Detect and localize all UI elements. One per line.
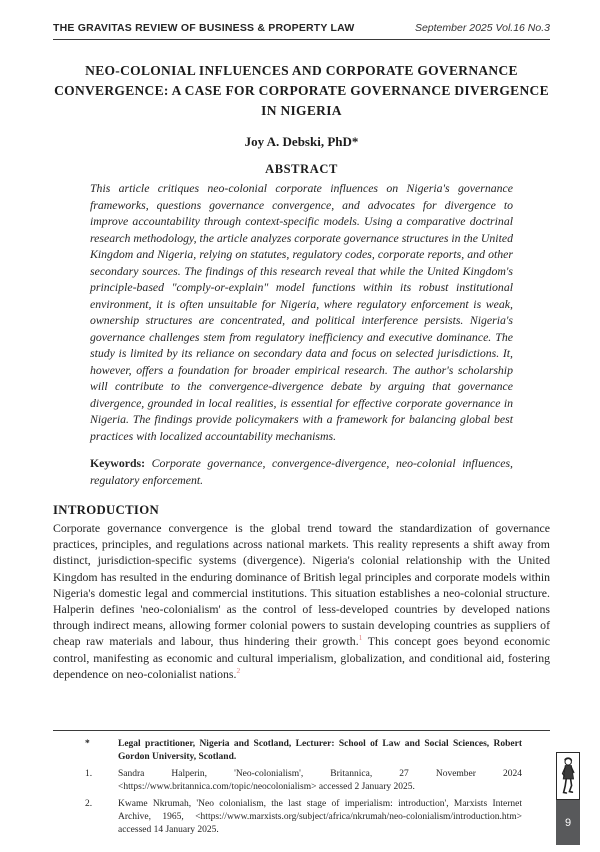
footnote-text: Kwame Nkrumah, 'Neo colonialism, the last stage of imperialism: introduction', Marxists Internet Archive, 1965, <https://www.marxists.org/subject/africa/nkrumah/neo-colonialism/introduction.htm> accessed 14 January 2025. xyxy=(118,799,522,835)
issue-info: September 2025 Vol.16 No.3 xyxy=(414,22,550,34)
footnote-marker: * xyxy=(85,739,90,749)
footnote-section xyxy=(53,730,550,841)
footnote-text: Sandra Halperin, 'Neo-colonialism', Britannica, 27 November 2024 <https://www.britannica.com/topic/neocolonialism> accessed 2 January 2025. xyxy=(118,769,522,792)
abstract-text: This article critiques neo-colonial corporate influences on Nigeria's governance frameworks, questions governance convergence, and advocates for divergence to improve accountability through context-specific models. Using a comparative doctrinal research methodology, the article analyzes corporate governance structures in the United Kingdom and Nigeria, relying on statutes, regulatory codes, corporate reports, and other secondary sources. The findings of this research reveal that while the United Kingdom's principle-based "comply-or-explain" model functions within its robust institutional environment, it is often unsuitable for Nigeria, where regulatory enforcement is weak, ownership structures are concentrated, and political interference persists. Nigeria's governance challenges stem from regulatory inefficiency and executive dominance. The study is limited by its reliance on secondary data and focus on selected jurisdictions. It, however, offers a foundation for broader empirical research. The author's scholarship will contribute to the convergence-divergence debate by arguing that governance divergence, grounded in local realities, is essential for effective corporate governance in Nigeria. The findings provide policymakers with a framework for balancing global best practices with localized accountability mechanisms. xyxy=(90,181,513,443)
footnote-marker: 1. xyxy=(85,769,93,779)
footnote-ref-2: 2 xyxy=(236,665,241,675)
page-number: 9 xyxy=(556,800,580,845)
footnote-author-affiliation xyxy=(53,738,550,764)
introduction-paragraph xyxy=(53,520,550,682)
footnote-text: Legal practitioner, Nigeria and Scotland, Lecturer: School of Law and Social Sciences, Robert Gordon University, Scotland. xyxy=(118,739,522,762)
intro-text-part2: This concept goes beyond economic control, manifesting as economic and cultural imperialism, globalization, and conditional aid, fostering dependence on neo-colonialist nations. xyxy=(53,634,550,681)
footnote-2 xyxy=(53,798,550,837)
footnote-marker: 2. xyxy=(85,799,93,809)
footnote-ref-1: 1 xyxy=(358,633,363,643)
introduction-heading: INTRODUCTION xyxy=(53,503,159,517)
article-title-line: CONVERGENCE: A CASE FOR CORPORATE GOVERNANCE DIVERGENCE xyxy=(54,83,549,98)
keywords-paragraph xyxy=(90,455,513,488)
article-title-line: IN NIGERIA xyxy=(261,103,342,118)
page-number-badge xyxy=(556,752,580,845)
page-header xyxy=(53,22,550,40)
intro-text-part1: Corporate governance convergence is the global trend toward the standardization of governance practices, principles, and regulations across national markets. This reality represents a shift away from distinct, jurisdiction-specific systems (divergence). Nigeria's colonial relationship with the United Kingdom has resulted in the enduring dominance of British legal principles and corporate models within Nigeria's domestic legal and commercial institutions. This situation establishes a neo-colonial structure. Halperin defines 'neo-colonialism' as the control of less-developed countries by developed nations through indirect means, allowing former colonial powers to sustain developing countries as suppliers of cheap raw materials and labour, thus hindering their growth. xyxy=(53,521,550,649)
abstract-heading: ABSTRACT xyxy=(265,162,338,176)
footnote-divider xyxy=(53,730,550,731)
keywords-text: Corporate governance, convergence-divergence, neo-colonial influences, regulatory enforcement. xyxy=(90,456,513,487)
keywords-label: Keywords: xyxy=(90,456,146,470)
article-title-line: NEO-COLONIAL INFLUENCES AND CORPORATE GOVERNANCE xyxy=(85,63,518,78)
mascot-figure-icon xyxy=(556,752,580,800)
article-title xyxy=(53,61,550,121)
journal-title: THE GRAVITAS REVIEW OF BUSINESS & PROPERTY LAW xyxy=(53,22,355,34)
footnote-1 xyxy=(53,768,550,794)
author-name: Joy A. Debski, PhD* xyxy=(244,134,359,149)
article-content xyxy=(53,44,550,694)
